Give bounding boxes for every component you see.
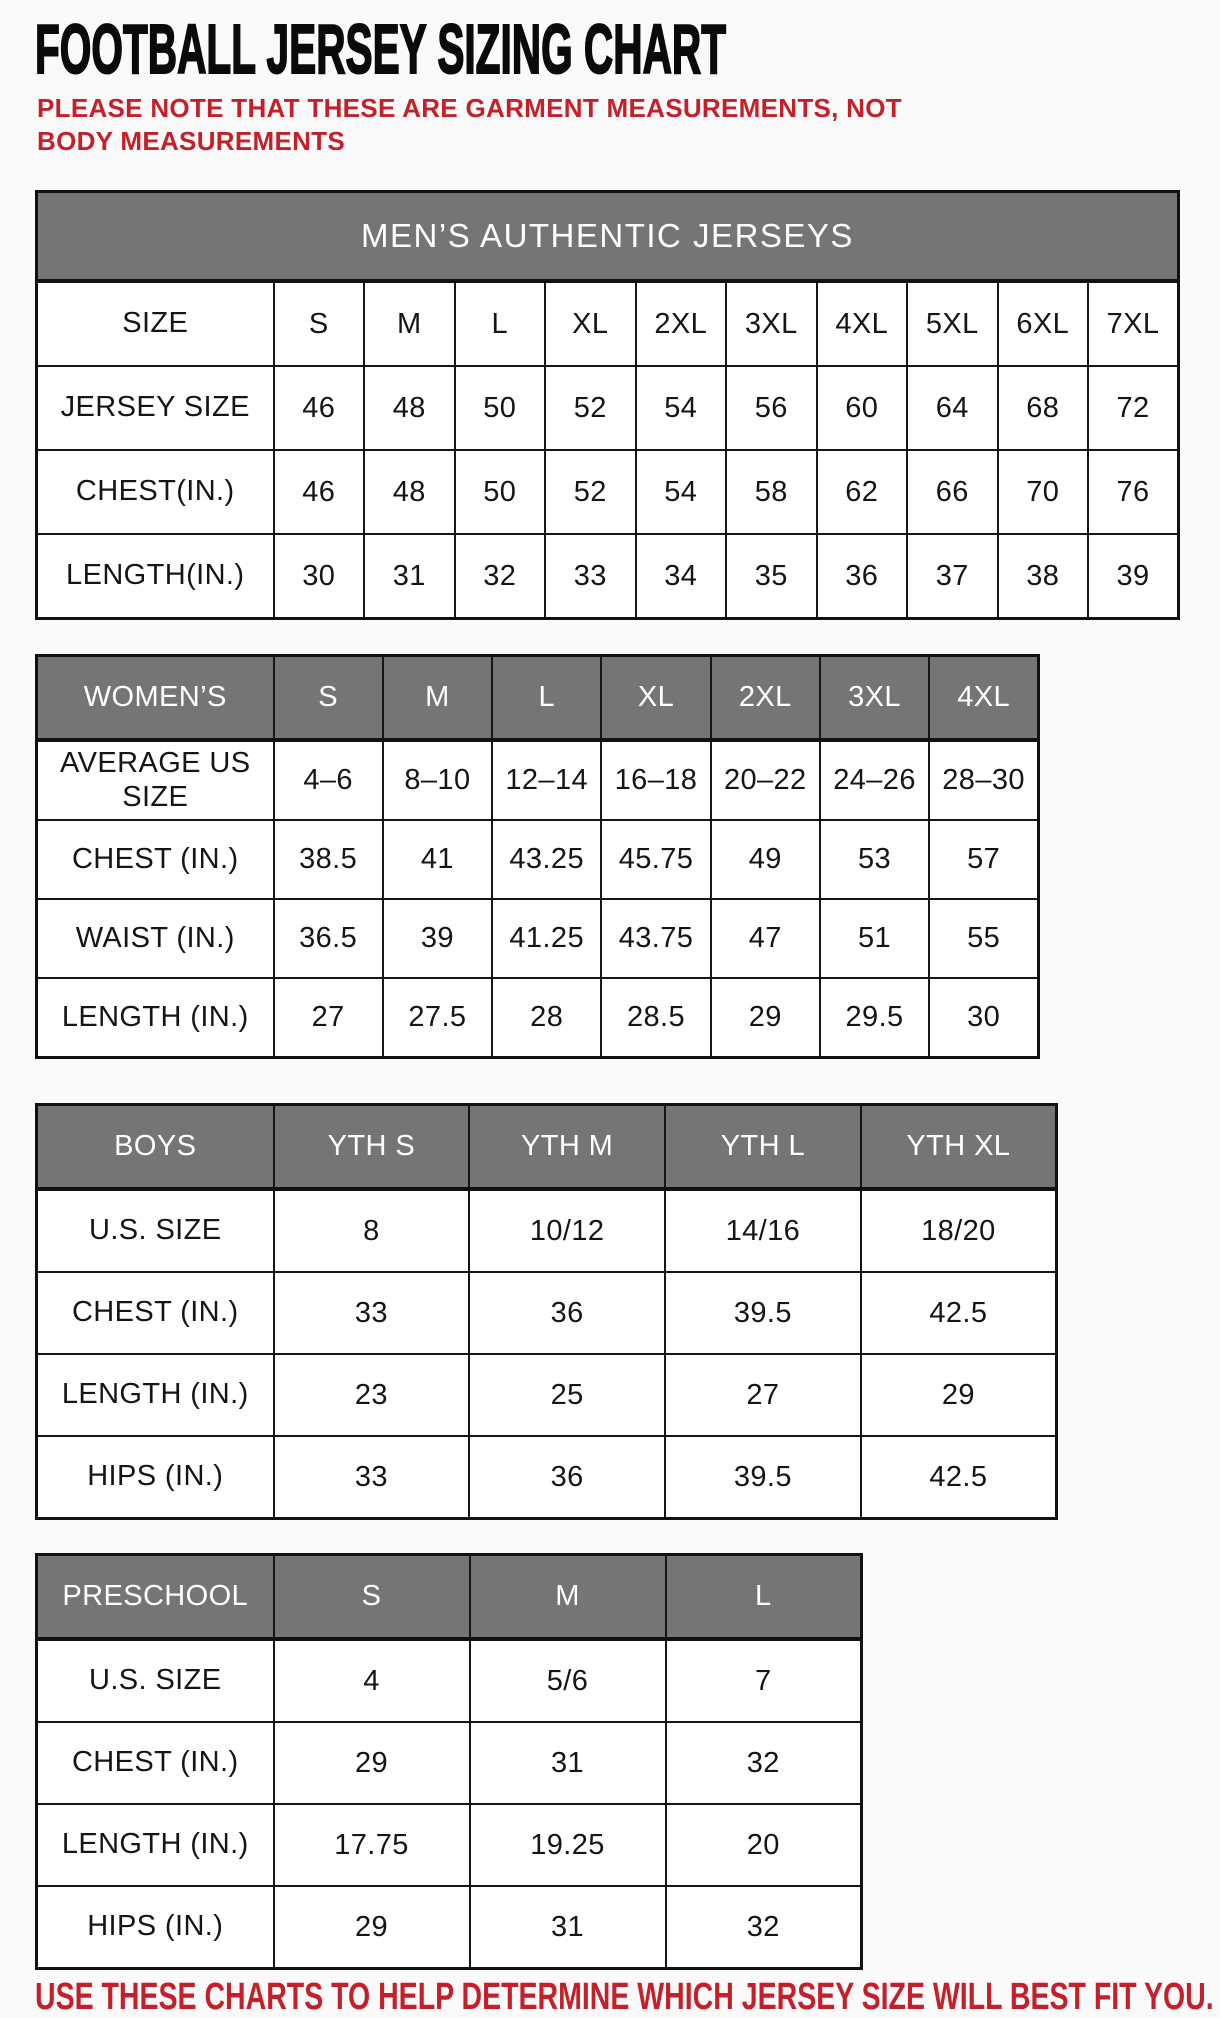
boys-table-header <box>37 1105 1057 1190</box>
preschool-table-header <box>37 1555 862 1640</box>
table-cell: 50 <box>455 366 546 450</box>
table-cell: 29 <box>274 1722 470 1804</box>
mens-authentic-jerseys-table <box>35 190 1180 620</box>
table-cell: 54 <box>636 450 727 534</box>
table-cell: 4 <box>274 1639 470 1722</box>
table-cell: 46 <box>274 366 365 450</box>
row-label: LENGTH(IN.) <box>37 534 274 619</box>
table-cell: 48 <box>364 450 455 534</box>
column-header: XL <box>601 656 710 741</box>
table-row <box>37 1189 1057 1272</box>
table-cell: 33 <box>274 1436 470 1519</box>
table-cell: 51 <box>820 899 929 978</box>
table-row <box>37 281 1179 366</box>
table-cell: 60 <box>817 366 908 450</box>
column-header: 2XL <box>711 656 820 741</box>
table-cell: 47 <box>711 899 820 978</box>
table-cell: 4–6 <box>274 740 383 820</box>
column-header: S <box>274 656 383 741</box>
table-cell: 20–22 <box>711 740 820 820</box>
table-cell: 7 <box>666 1639 862 1722</box>
table-cell: 46 <box>274 450 365 534</box>
table-cell: 35 <box>726 534 817 619</box>
table-cell: 52 <box>545 450 636 534</box>
table-cell: 25 <box>469 1354 665 1436</box>
table-cell: 8 <box>274 1189 470 1272</box>
table-row <box>37 1722 862 1804</box>
table-row <box>37 899 1039 978</box>
table-cell: M <box>364 281 455 366</box>
table-cell: 32 <box>666 1722 862 1804</box>
table-cell: 52 <box>545 366 636 450</box>
row-label: WAIST (IN.) <box>37 899 274 978</box>
table-cell: 30 <box>274 534 365 619</box>
column-header: M <box>470 1555 666 1640</box>
table-cell: 5XL <box>907 281 998 366</box>
table-row <box>37 1354 1057 1436</box>
womens-sizing-table <box>35 654 1040 1059</box>
table-cell: 42.5 <box>861 1436 1057 1519</box>
row-label: CHEST (IN.) <box>37 1272 274 1354</box>
table-cell: 36 <box>469 1436 665 1519</box>
header-row <box>37 656 1039 741</box>
table-cell: 10/12 <box>469 1189 665 1272</box>
table-cell: 50 <box>455 450 546 534</box>
table-cell: 36.5 <box>274 899 383 978</box>
column-header: YTH XL <box>861 1105 1057 1190</box>
table-cell: 19.25 <box>470 1804 666 1886</box>
mens-table-title: MEN’S AUTHENTIC JERSEYS <box>37 192 1179 282</box>
boys-table-body <box>37 1189 1057 1519</box>
table-row <box>37 1886 862 1969</box>
boys-sizing-table <box>35 1103 1058 1520</box>
table-cell: 56 <box>726 366 817 450</box>
table-cell: 32 <box>666 1886 862 1969</box>
table-cell: 55 <box>929 899 1038 978</box>
table-row <box>37 1272 1057 1354</box>
table-cell: 39.5 <box>665 1272 861 1354</box>
table-cell: 57 <box>929 820 1038 899</box>
table-cell: 29.5 <box>820 978 929 1058</box>
table-cell: 7XL <box>1088 281 1179 366</box>
row-label: JERSEY SIZE <box>37 366 274 450</box>
column-header: L <box>492 656 601 741</box>
row-label: LENGTH (IN.) <box>37 1354 274 1436</box>
table-cell: 33 <box>545 534 636 619</box>
womens-table-header <box>37 656 1039 741</box>
table-cell: 27.5 <box>383 978 492 1058</box>
table-cell: 27 <box>665 1354 861 1436</box>
table-cell: 39.5 <box>665 1436 861 1519</box>
table-cell: 2XL <box>636 281 727 366</box>
column-header: S <box>274 1555 470 1640</box>
row-label: AVERAGE US SIZE <box>37 740 274 820</box>
row-label: U.S. SIZE <box>37 1639 274 1722</box>
row-label: CHEST (IN.) <box>37 820 274 899</box>
table-cell: 62 <box>817 450 908 534</box>
table-cell: 31 <box>364 534 455 619</box>
table-cell: 43.75 <box>601 899 710 978</box>
table-cell: 31 <box>470 1886 666 1969</box>
preschool-table-body <box>37 1639 862 1969</box>
table-cell: 33 <box>274 1272 470 1354</box>
table-row <box>37 1436 1057 1519</box>
table-row <box>37 366 1179 450</box>
table-cell: 37 <box>907 534 998 619</box>
table-cell: 29 <box>711 978 820 1058</box>
table-cell: 36 <box>469 1272 665 1354</box>
table-cell: 23 <box>274 1354 470 1436</box>
table-cell: 14/16 <box>665 1189 861 1272</box>
column-header: M <box>383 656 492 741</box>
table-cell: 41.25 <box>492 899 601 978</box>
table-cell: 28–30 <box>929 740 1038 820</box>
table-cell: 4XL <box>817 281 908 366</box>
table-cell: 29 <box>274 1886 470 1969</box>
table-cell: 5/6 <box>470 1639 666 1722</box>
row-label: LENGTH (IN.) <box>37 1804 274 1886</box>
table-cell: 27 <box>274 978 383 1058</box>
column-header: 4XL <box>929 656 1038 741</box>
table-cell: 54 <box>636 366 727 450</box>
column-header: L <box>666 1555 862 1640</box>
row-label: LENGTH (IN.) <box>37 978 274 1058</box>
table-cell: 28.5 <box>601 978 710 1058</box>
table-cell: 38.5 <box>274 820 383 899</box>
table-cell: 43.25 <box>492 820 601 899</box>
table-title-row <box>37 192 1179 282</box>
table-cell: 20 <box>666 1804 862 1886</box>
row-label: HIPS (IN.) <box>37 1886 274 1969</box>
table-cell: XL <box>545 281 636 366</box>
row-label: CHEST(IN.) <box>37 450 274 534</box>
table-row <box>37 978 1039 1058</box>
table-cell: 39 <box>383 899 492 978</box>
table-cell: 58 <box>726 450 817 534</box>
column-header: YTH M <box>469 1105 665 1190</box>
table-cell: 38 <box>998 534 1089 619</box>
womens-table-body <box>37 740 1039 1058</box>
table-row <box>37 740 1039 820</box>
table-cell: 8–10 <box>383 740 492 820</box>
table-corner-label: PRESCHOOL <box>37 1555 274 1640</box>
row-label: U.S. SIZE <box>37 1189 274 1272</box>
table-cell: 17.75 <box>274 1804 470 1886</box>
column-header: 3XL <box>820 656 929 741</box>
table-row <box>37 820 1039 899</box>
table-cell: 30 <box>929 978 1038 1058</box>
table-row <box>37 450 1179 534</box>
row-label: SIZE <box>37 281 274 366</box>
table-cell: 68 <box>998 366 1089 450</box>
table-cell: S <box>274 281 365 366</box>
row-label: HIPS (IN.) <box>37 1436 274 1519</box>
table-cell: 34 <box>636 534 727 619</box>
table-cell: 42.5 <box>861 1272 1057 1354</box>
row-label: CHEST (IN.) <box>37 1722 274 1804</box>
table-cell: 76 <box>1088 450 1179 534</box>
table-row <box>37 534 1179 619</box>
table-cell: 70 <box>998 450 1089 534</box>
table-cell: 49 <box>711 820 820 899</box>
table-cell: 16–18 <box>601 740 710 820</box>
mens-table-body <box>37 281 1179 619</box>
table-cell: 31 <box>470 1722 666 1804</box>
preschool-sizing-table <box>35 1553 863 1970</box>
table-cell: 41 <box>383 820 492 899</box>
table-cell: 29 <box>861 1354 1057 1436</box>
table-cell: 72 <box>1088 366 1179 450</box>
table-cell: 12–14 <box>492 740 601 820</box>
table-cell: 3XL <box>726 281 817 366</box>
table-cell: 64 <box>907 366 998 450</box>
table-cell: 48 <box>364 366 455 450</box>
table-cell: 39 <box>1088 534 1179 619</box>
table-cell: 36 <box>817 534 908 619</box>
garment-measurements-note: PLEASE NOTE THAT THESE ARE GARMENT MEASUREMENTS, NOT BODY MEASUREMENTS <box>37 93 902 156</box>
mens-table-header <box>37 192 1179 282</box>
fit-advice-note: USE THESE CHARTS TO HELP DETERMINE WHICH JERSEY SIZE WILL BEST FIT YOU. <box>35 1976 1214 2018</box>
table-cell: 24–26 <box>820 740 929 820</box>
table-corner-label: BOYS <box>37 1105 274 1190</box>
column-header: YTH L <box>665 1105 861 1190</box>
page-title: FOOTBALL JERSEY SIZING CHART <box>35 10 727 88</box>
header-row <box>37 1105 1057 1190</box>
header-row <box>37 1555 862 1640</box>
table-row <box>37 1639 862 1722</box>
table-cell: 6XL <box>998 281 1089 366</box>
table-cell: 28 <box>492 978 601 1058</box>
table-cell: 53 <box>820 820 929 899</box>
table-corner-label: WOMEN’S <box>37 656 274 741</box>
table-cell: 66 <box>907 450 998 534</box>
column-header: YTH S <box>274 1105 470 1190</box>
table-cell: 32 <box>455 534 546 619</box>
table-cell: 45.75 <box>601 820 710 899</box>
table-row <box>37 1804 862 1886</box>
table-cell: L <box>455 281 546 366</box>
table-cell: 18/20 <box>861 1189 1057 1272</box>
